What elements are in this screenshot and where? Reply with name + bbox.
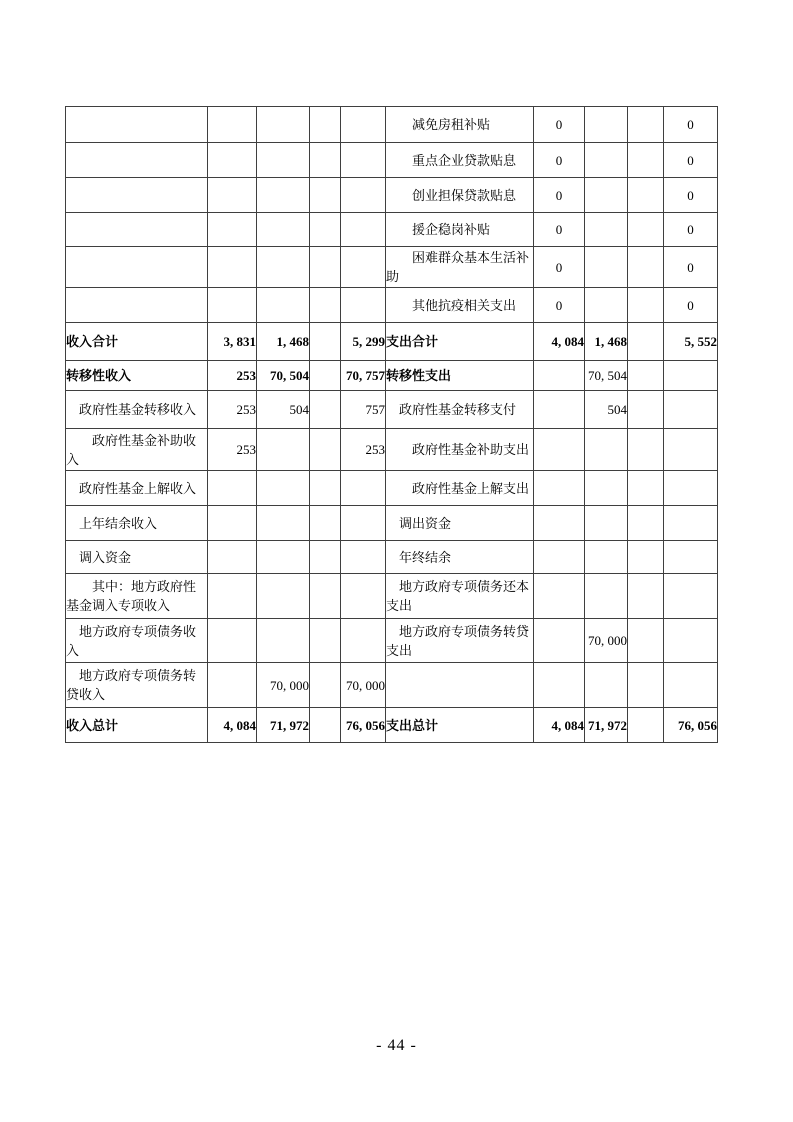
expense-value-cell-col3 [628, 506, 664, 541]
expense-item-cell: 年终结余 [386, 541, 534, 574]
income-item-cell [66, 107, 208, 143]
expense-value-cell-col4: 0 [664, 178, 718, 213]
expense-value-cell-col1 [534, 506, 585, 541]
income-value-cell-col2 [257, 506, 310, 541]
income-value-cell-col1 [208, 107, 257, 143]
expense-value-cell-col4: 5, 552 [664, 323, 718, 361]
table-row [66, 471, 718, 506]
expense-value-cell-col4 [664, 361, 718, 391]
expense-value-cell-col3 [628, 107, 664, 143]
income-value-cell-col2 [257, 429, 310, 471]
income-value-cell-col2 [257, 107, 310, 143]
expense-item-cell: 政府性基金补助支出 [386, 429, 534, 471]
income-value-cell-col1 [208, 574, 257, 619]
income-value-cell-col2 [257, 574, 310, 619]
expense-value-cell-col3 [628, 708, 664, 743]
income-value-cell-col1 [208, 288, 257, 323]
expense-item-cell: 援企稳岗补贴 [386, 213, 534, 247]
income-value-cell-col4 [341, 574, 386, 619]
income-value-cell-col2 [257, 247, 310, 288]
expense-value-cell-col3 [628, 663, 664, 708]
expense-value-cell-col2 [585, 213, 628, 247]
expense-value-cell-col4: 0 [664, 247, 718, 288]
income-value-cell-col1 [208, 143, 257, 178]
income-value-cell-col1 [208, 506, 257, 541]
table-row [66, 663, 718, 708]
table-row [66, 361, 718, 391]
expense-value-cell-col2 [585, 178, 628, 213]
expense-value-cell-col4: 0 [664, 213, 718, 247]
income-value-cell-col2: 504 [257, 391, 310, 429]
income-value-cell-col4: 70, 000 [341, 663, 386, 708]
expense-value-cell-col2 [585, 663, 628, 708]
expense-value-cell-col2 [585, 471, 628, 506]
income-value-cell-col4: 70, 757 [341, 361, 386, 391]
expense-value-cell-col1: 0 [534, 213, 585, 247]
income-value-cell-col1 [208, 178, 257, 213]
expense-value-cell-col3 [628, 361, 664, 391]
table-row [66, 213, 718, 247]
income-value-cell-col3 [310, 708, 341, 743]
income-value-cell-col3 [310, 361, 341, 391]
income-item-cell: 政府性基金转移收入 [66, 391, 208, 429]
income-value-cell-col3 [310, 663, 341, 708]
expense-value-cell-col2: 1, 468 [585, 323, 628, 361]
income-value-cell-col4 [341, 288, 386, 323]
income-value-cell-col2 [257, 178, 310, 213]
income-value-cell-col1 [208, 471, 257, 506]
expense-item-cell: 其他抗疫相关支出 [386, 288, 534, 323]
income-value-cell-col4 [341, 619, 386, 663]
income-value-cell-col3 [310, 541, 341, 574]
income-item-cell [66, 143, 208, 178]
table-row [66, 288, 718, 323]
expense-value-cell-col3 [628, 391, 664, 429]
income-value-cell-col1: 253 [208, 361, 257, 391]
expense-value-cell-col3 [628, 323, 664, 361]
income-item-cell: 收入总计 [66, 708, 208, 743]
income-value-cell-col4: 253 [341, 429, 386, 471]
income-value-cell-col2 [257, 619, 310, 663]
expense-value-cell-col3 [628, 178, 664, 213]
income-value-cell-col4 [341, 107, 386, 143]
expense-value-cell-col3 [628, 247, 664, 288]
expense-value-cell-col2 [585, 541, 628, 574]
expense-value-cell-col1 [534, 541, 585, 574]
expense-value-cell-col1 [534, 574, 585, 619]
page-number: - 44 - [376, 1037, 417, 1054]
expense-value-cell-col4 [664, 541, 718, 574]
income-item-cell [66, 178, 208, 213]
table-row [66, 323, 718, 361]
expense-value-cell-col1: 0 [534, 178, 585, 213]
table-row [66, 107, 718, 143]
income-value-cell-col2: 71, 972 [257, 708, 310, 743]
income-value-cell-col2: 1, 468 [257, 323, 310, 361]
expense-value-cell-col1 [534, 361, 585, 391]
table-row [66, 143, 718, 178]
income-item-cell: 地方政府专项债务收入 [66, 619, 208, 663]
expense-item-cell: 支出总计 [386, 708, 534, 743]
budget-table [65, 106, 718, 743]
income-value-cell-col2 [257, 143, 310, 178]
income-value-cell-col4 [341, 541, 386, 574]
expense-value-cell-col3 [628, 288, 664, 323]
table-row [66, 708, 718, 743]
income-value-cell-col3 [310, 471, 341, 506]
table-row [66, 574, 718, 619]
table-row [66, 541, 718, 574]
income-value-cell-col4: 5, 299 [341, 323, 386, 361]
income-value-cell-col3 [310, 506, 341, 541]
income-value-cell-col1 [208, 247, 257, 288]
expense-value-cell-col4 [664, 574, 718, 619]
expense-value-cell-col1 [534, 471, 585, 506]
expense-value-cell-col1: 4, 084 [534, 708, 585, 743]
expense-value-cell-col4 [664, 429, 718, 471]
income-value-cell-col4 [341, 178, 386, 213]
income-value-cell-col2: 70, 504 [257, 361, 310, 391]
income-value-cell-col3 [310, 143, 341, 178]
income-value-cell-col3 [310, 619, 341, 663]
expense-value-cell-col1: 0 [534, 288, 585, 323]
income-item-cell: 转移性收入 [66, 361, 208, 391]
expense-item-cell: 转移性支出 [386, 361, 534, 391]
expense-value-cell-col1 [534, 619, 585, 663]
income-value-cell-col1 [208, 663, 257, 708]
income-item-cell: 政府性基金补助收入 [66, 429, 208, 471]
expense-item-cell [386, 663, 534, 708]
expense-value-cell-col3 [628, 213, 664, 247]
expense-value-cell-col4 [664, 506, 718, 541]
income-value-cell-col1: 3, 831 [208, 323, 257, 361]
expense-value-cell-col3 [628, 541, 664, 574]
expense-value-cell-col2 [585, 107, 628, 143]
income-value-cell-col4 [341, 506, 386, 541]
income-value-cell-col3 [310, 107, 341, 143]
expense-value-cell-col2 [585, 506, 628, 541]
income-value-cell-col1: 253 [208, 391, 257, 429]
income-value-cell-col1: 4, 084 [208, 708, 257, 743]
expense-value-cell-col1: 4, 084 [534, 323, 585, 361]
expense-item-cell: 调出资金 [386, 506, 534, 541]
table-row [66, 178, 718, 213]
income-value-cell-col3 [310, 178, 341, 213]
expense-item-cell: 减免房租补贴 [386, 107, 534, 143]
expense-item-cell: 创业担保贷款贴息 [386, 178, 534, 213]
expense-item-cell: 困难群众基本生活补助 [386, 247, 534, 288]
income-value-cell-col1 [208, 619, 257, 663]
income-value-cell-col3 [310, 288, 341, 323]
budget-table-body [66, 107, 718, 743]
income-value-cell-col4 [341, 143, 386, 178]
expense-item-cell: 重点企业贷款贴息 [386, 143, 534, 178]
expense-value-cell-col1: 0 [534, 247, 585, 288]
income-value-cell-col3 [310, 574, 341, 619]
income-value-cell-col3 [310, 213, 341, 247]
income-item-cell: 政府性基金上解收入 [66, 471, 208, 506]
expense-value-cell-col2 [585, 288, 628, 323]
income-item-cell: 其中：地方政府性基金调入专项收入 [66, 574, 208, 619]
expense-value-cell-col2: 70, 000 [585, 619, 628, 663]
expense-value-cell-col2 [585, 574, 628, 619]
expense-value-cell-col3 [628, 143, 664, 178]
income-item-cell: 调入资金 [66, 541, 208, 574]
expense-value-cell-col1 [534, 391, 585, 429]
income-value-cell-col4 [341, 247, 386, 288]
table-row [66, 247, 718, 288]
income-value-cell-col1: 253 [208, 429, 257, 471]
income-item-cell: 收入合计 [66, 323, 208, 361]
income-value-cell-col2 [257, 288, 310, 323]
table-row [66, 429, 718, 471]
income-value-cell-col4 [341, 213, 386, 247]
expense-value-cell-col4 [664, 471, 718, 506]
table-row [66, 619, 718, 663]
expense-value-cell-col2 [585, 247, 628, 288]
income-value-cell-col4 [341, 471, 386, 506]
expense-value-cell-col1: 0 [534, 143, 585, 178]
expense-value-cell-col4 [664, 619, 718, 663]
income-value-cell-col2: 70, 000 [257, 663, 310, 708]
expense-value-cell-col2: 71, 972 [585, 708, 628, 743]
income-value-cell-col4: 757 [341, 391, 386, 429]
expense-item-cell: 地方政府专项债务转贷支出 [386, 619, 534, 663]
expense-value-cell-col4: 0 [664, 107, 718, 143]
income-item-cell: 地方政府专项债务转贷收入 [66, 663, 208, 708]
expense-value-cell-col2 [585, 143, 628, 178]
income-value-cell-col3 [310, 391, 341, 429]
expense-value-cell-col2 [585, 429, 628, 471]
income-item-cell: 上年结余收入 [66, 506, 208, 541]
income-value-cell-col3 [310, 323, 341, 361]
income-value-cell-col1 [208, 213, 257, 247]
table-row [66, 391, 718, 429]
expense-value-cell-col4: 76, 056 [664, 708, 718, 743]
income-value-cell-col1 [208, 541, 257, 574]
expense-value-cell-col3 [628, 619, 664, 663]
income-item-cell [66, 288, 208, 323]
expense-item-cell: 政府性基金上解支出 [386, 471, 534, 506]
income-value-cell-col3 [310, 429, 341, 471]
income-value-cell-col2 [257, 541, 310, 574]
expense-value-cell-col3 [628, 429, 664, 471]
expense-value-cell-col3 [628, 471, 664, 506]
expense-value-cell-col1 [534, 663, 585, 708]
income-value-cell-col2 [257, 213, 310, 247]
expense-value-cell-col4: 0 [664, 143, 718, 178]
expense-value-cell-col1: 0 [534, 107, 585, 143]
expense-value-cell-col4 [664, 663, 718, 708]
income-value-cell-col4: 76, 056 [341, 708, 386, 743]
table-row [66, 506, 718, 541]
income-value-cell-col3 [310, 247, 341, 288]
expense-item-cell: 支出合计 [386, 323, 534, 361]
expense-value-cell-col2: 70, 504 [585, 361, 628, 391]
expense-value-cell-col2: 504 [585, 391, 628, 429]
expense-value-cell-col4: 0 [664, 288, 718, 323]
income-item-cell [66, 213, 208, 247]
income-item-cell [66, 247, 208, 288]
expense-value-cell-col1 [534, 429, 585, 471]
expense-value-cell-col3 [628, 574, 664, 619]
expense-item-cell: 政府性基金转移支付 [386, 391, 534, 429]
expense-item-cell: 地方政府专项债务还本支出 [386, 574, 534, 619]
income-value-cell-col2 [257, 471, 310, 506]
expense-value-cell-col4 [664, 391, 718, 429]
